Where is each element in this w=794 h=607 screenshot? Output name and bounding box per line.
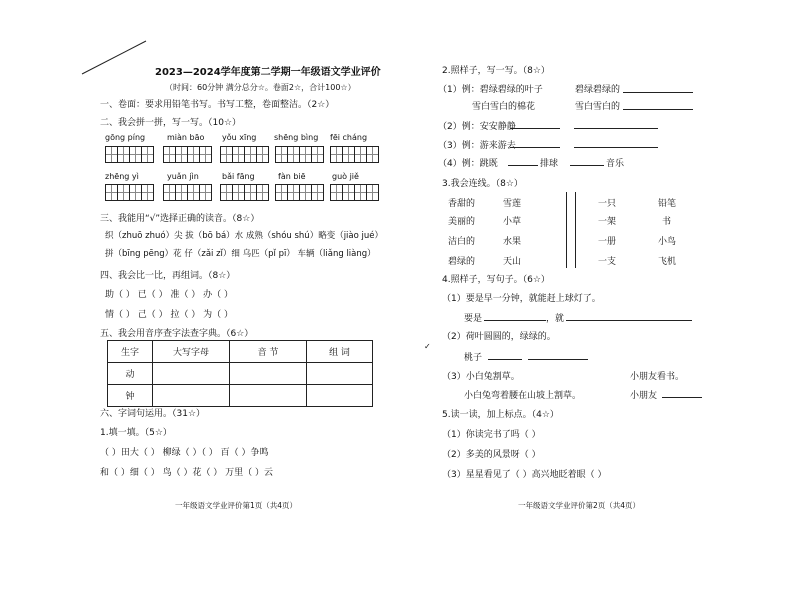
answer-blank[interactable] [566, 320, 692, 321]
pinyin-2-5: guò jiě [332, 172, 359, 181]
q5-title: 5.读一读，加上标点。（4☆） [442, 410, 559, 420]
q5-line-1: （1）你读完书了吗（ ） [442, 430, 541, 440]
match-col1-item[interactable]: 美丽的 [448, 217, 476, 227]
writing-grid-2-4[interactable] [275, 184, 324, 201]
q5-line-3: （3）星星看见了（ ）高兴地眨着眼（ ） [442, 470, 607, 480]
section-3: 三、我能用“√”选择正确的读音。（8☆） [100, 214, 260, 224]
writing-grid-2-2[interactable] [163, 184, 212, 201]
answer-blank[interactable] [623, 92, 693, 93]
left-subtitle: （时间：60分钟 满分总分☆。卷面2☆，合计100☆） [165, 83, 356, 92]
match-col1-item[interactable]: 碧绿的 [448, 257, 476, 267]
pinyin-1-1: gōng píng [105, 133, 146, 142]
table-cell-input[interactable] [153, 363, 230, 385]
answer-blank[interactable] [488, 359, 522, 360]
match-col4-item[interactable]: 飞机 [658, 257, 677, 267]
match-col3-item[interactable]: 一只 [598, 199, 617, 209]
q2-line-5a: （4）例：跳既 [438, 159, 498, 169]
q2-line-3: （2）例：安安静静 [438, 122, 516, 132]
section-4-line-1: 助（ ） 已（ ） 准（ ） 办（ ） [105, 290, 234, 300]
table-cell-input[interactable] [307, 363, 373, 385]
section-3-line-2: 拼（bīng pēng）花 仔（zǎi zǐ）细 乌匹（pǐ pī） 车辆（liǎng liàng） [105, 249, 376, 259]
match-col2-item[interactable]: 小草 [503, 217, 522, 227]
left-title: 2023—2024学年度第二学期一年级语文学业评价 [155, 67, 381, 78]
pinyin-2-3: bǎi fāng [222, 172, 255, 181]
answer-blank[interactable] [574, 128, 658, 129]
pinyin-2-4: fàn biē [278, 172, 306, 181]
answer-blank[interactable] [508, 165, 538, 166]
q2-line-5c: 音乐 [606, 159, 625, 169]
q4-line-2b: ，就 [546, 314, 565, 324]
pinyin-1-2: miàn bāo [167, 133, 205, 142]
pinyin-1-4: shēng bìng [274, 133, 319, 142]
q2-line-2b: 雪白雪白的 [575, 102, 621, 112]
match-col3-item[interactable]: 一支 [598, 257, 617, 267]
answer-blank[interactable] [510, 147, 560, 148]
table-cell-input[interactable] [153, 385, 230, 407]
table-header: 组 词 [307, 341, 373, 363]
section-6: 六、字词句运用。（31☆） [100, 409, 206, 419]
column-divider [566, 192, 567, 268]
pinyin-2-1: zhēng yì [105, 172, 139, 181]
match-col4-item[interactable]: 书 [662, 217, 672, 227]
right-page [400, 0, 794, 607]
q4-line-5a: （3）小白兔割草。 [442, 372, 520, 382]
match-col2-item[interactable]: 雪莲 [503, 199, 522, 209]
writing-grid-2-3[interactable] [220, 184, 269, 201]
q5-line-2: （2）多美的风景呀（ ） [442, 450, 541, 460]
answer-blank[interactable] [574, 147, 658, 148]
q2-line-2a: 雪白雪白的棉花 [472, 102, 536, 112]
writing-grid-1-2[interactable] [163, 146, 212, 163]
answer-blank[interactable] [484, 320, 546, 321]
left-footer: 一年级语文学业评价第1页（共4页） [175, 501, 298, 510]
q2-line-1b: 碧绿碧绿的 [575, 85, 621, 95]
writing-grid-2-5[interactable] [330, 184, 379, 201]
table-header: 音 节 [230, 341, 307, 363]
match-col3-item[interactable]: 一册 [598, 237, 617, 247]
q2-title: 2.照样子，写一写。（8☆） [442, 66, 550, 76]
pinyin-1-5: fēi cháng [330, 133, 368, 142]
q4-line-1: （1）要是早一分钟，就能赶上球灯了。 [442, 294, 601, 304]
section-4: 四、我会比一比，再组词。（8☆） [100, 271, 236, 281]
writing-grid-1-3[interactable] [220, 146, 269, 163]
writing-grid-1-4[interactable] [275, 146, 324, 163]
q4-title: 4.照样子，写句子。（6☆） [442, 275, 550, 285]
q2-line-4: （3）例：游来游去 [438, 141, 516, 151]
q4-line-6b: 小朋友 [630, 391, 658, 401]
table-cell-input[interactable] [230, 385, 307, 407]
section-5: 五、我会用音序查字法查字典。（6☆） [100, 329, 254, 339]
match-col4-item[interactable]: 小鸟 [658, 237, 677, 247]
pinyin-1-3: yǒu xīng [222, 133, 257, 142]
section-6-1-line-2: 和（ ）细（ ） 鸟（ ）花（ ） 万里（ ）云 [100, 468, 274, 478]
q4-line-4: 桃子 [464, 353, 483, 363]
answer-blank[interactable] [623, 109, 693, 110]
section-3-line-1: 织（zhuō zhuó）尖 拔（bō bá）水 成熟（shóu shú）略变（jiào jué） [105, 231, 384, 241]
table-cell-char: 动 [108, 363, 153, 385]
section-6-1-line-1: （ ）田大（ ） 柳绿（ ）（ ） 百（ ）争鸣 [100, 448, 269, 458]
check-mark-icon: ✓ [424, 342, 431, 351]
match-col1-item[interactable]: 香甜的 [448, 199, 476, 209]
table-header: 生字 [108, 341, 153, 363]
table-cell-input[interactable] [230, 363, 307, 385]
q4-line-2a: 要是 [464, 314, 483, 324]
section-2: 二、我会拼一拼，写一写。（10☆） [100, 118, 242, 128]
pinyin-2-2: yuǎn jìn [167, 172, 199, 181]
table-cell-input[interactable] [307, 385, 373, 407]
answer-blank[interactable] [510, 128, 560, 129]
q2-line-5b: 排球 [540, 159, 559, 169]
answer-blank[interactable] [662, 397, 702, 398]
match-col4-item[interactable]: 铅笔 [658, 199, 677, 209]
section-4-line-2: 情（ ） 己（ ） 拉（ ） 为（ ） [105, 310, 234, 320]
q4-line-6a: 小白兔弯着腰在山坡上割草。 [464, 391, 582, 401]
dictionary-table [107, 340, 373, 407]
q3-title: 3.我会连线。（8☆） [442, 179, 523, 189]
q2-line-1a: （1）例：碧绿碧绿的叶子 [438, 85, 543, 95]
answer-blank[interactable] [570, 165, 604, 166]
q4-line-5b: 小朋友看书。 [630, 372, 685, 382]
match-col2-item[interactable]: 天山 [503, 257, 522, 267]
match-col1-item[interactable]: 洁白的 [448, 237, 476, 247]
right-footer: 一年级语文学业评价第2页（共4页） [518, 501, 641, 510]
match-col2-item[interactable]: 水果 [503, 237, 522, 247]
q4-line-3: （2）荷叶圆圆的，绿绿的。 [442, 332, 556, 342]
writing-grid-1-1[interactable] [105, 146, 154, 163]
column-divider [575, 192, 576, 268]
table-cell-char: 钟 [108, 385, 153, 407]
section-6-1: 1.填一填。（5☆） [100, 428, 172, 438]
match-col3-item[interactable]: 一架 [598, 217, 617, 227]
writing-grid-1-5[interactable] [330, 146, 379, 163]
section-1: 一、卷面：要求用铅笔书写。书写工整，卷面整洁。（2☆） [100, 100, 335, 110]
table-header: 大写字母 [153, 341, 230, 363]
answer-blank[interactable] [528, 359, 588, 360]
writing-grid-2-1[interactable] [105, 184, 154, 201]
